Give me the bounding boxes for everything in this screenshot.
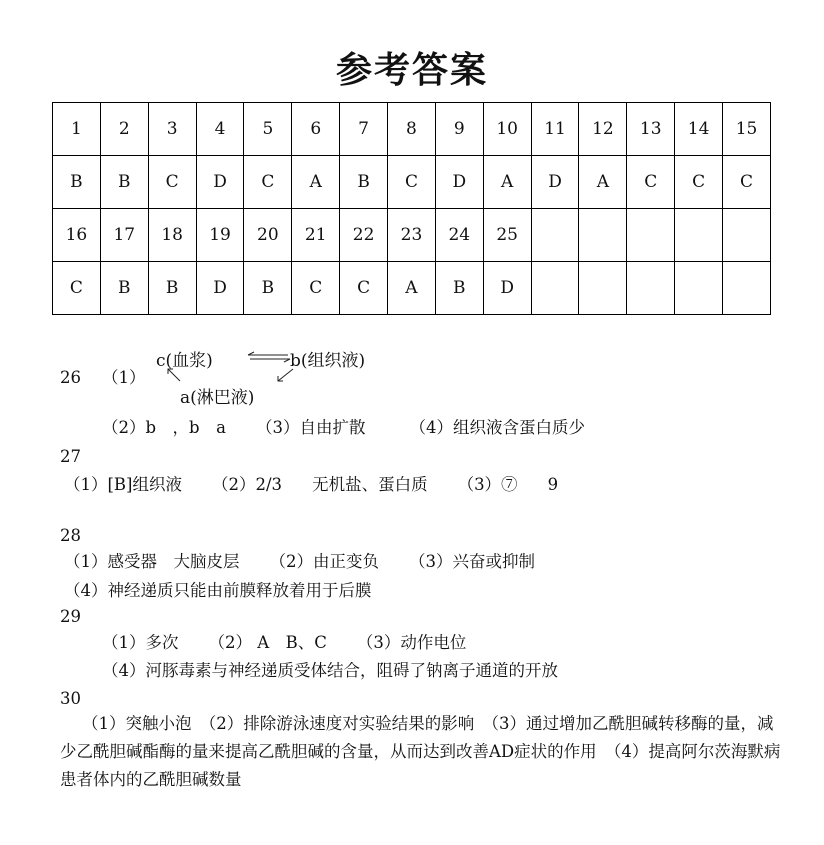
q27-part3: （3）⑦ <box>457 475 518 494</box>
q27-number: 27 <box>60 447 81 466</box>
q27-part2: （2）2/3 <box>212 475 283 494</box>
question-number-cell: 18 <box>148 209 196 262</box>
q26-part3: （3）自由扩散 <box>255 418 366 437</box>
answer-cell: C <box>723 156 771 209</box>
answer-cell: D <box>483 262 531 315</box>
diagram-label-a: a(淋巴液) <box>180 388 255 408</box>
answer-cell: C <box>675 156 723 209</box>
question-number-cell: 15 <box>723 103 771 156</box>
answer-cell: B <box>100 156 148 209</box>
question-number-cell: 4 <box>196 103 244 156</box>
question-number-cell: 25 <box>483 209 531 262</box>
question-number-cell: 19 <box>196 209 244 262</box>
q30-text: （1）突触小泡 （2）排除游泳速度对实验结果的影响 （3）通过增加乙酰胆碱转移酶的量，减少乙酰胆碱酯酶的量来提高乙酰胆碱的含量，从而达到改善AD症状的作用 （4）提高阿尔茨海默病患者体内的乙酰胆碱数量 <box>60 714 781 789</box>
diagram-label-c: c(血浆) <box>156 351 213 371</box>
answer-row <box>53 156 771 209</box>
answer-cell <box>675 262 723 315</box>
question-number-cell <box>579 209 627 262</box>
question-number-cell: 9 <box>435 103 483 156</box>
answer-cell: A <box>483 156 531 209</box>
question-number-cell: 16 <box>53 209 101 262</box>
question-number-cell: 2 <box>100 103 148 156</box>
question-number-cell: 17 <box>100 209 148 262</box>
q28-part3: （3）兴奋或抑制 <box>409 552 535 571</box>
q29-answers <box>102 632 466 654</box>
diagram-label-b: b(组织液) <box>290 351 366 371</box>
answer-cell <box>531 262 579 315</box>
question-number-cell: 23 <box>388 209 436 262</box>
q27-answers <box>64 474 558 496</box>
answer-table <box>52 102 771 315</box>
answer-cell: C <box>292 262 340 315</box>
question-number-row <box>53 103 771 156</box>
answer-cell: A <box>579 156 627 209</box>
answer-row <box>53 262 771 315</box>
q30-answer-paragraph <box>60 710 784 794</box>
answer-cell: B <box>100 262 148 315</box>
answer-cell: C <box>244 156 292 209</box>
q29-part3: （3）动作电位 <box>356 633 467 652</box>
question-number-cell: 12 <box>579 103 627 156</box>
q29-number: 29 <box>60 607 81 626</box>
q28-part1: （1）感受器 大脑皮层 <box>64 552 240 571</box>
question-number-cell: 24 <box>435 209 483 262</box>
answer-cell <box>723 262 771 315</box>
question-number-cell: 7 <box>340 103 388 156</box>
question-number-cell: 22 <box>340 209 388 262</box>
answer-cell: C <box>53 262 101 315</box>
question-number-cell: 13 <box>627 103 675 156</box>
body-fluid-diagram <box>150 343 400 413</box>
question-number-cell <box>723 209 771 262</box>
answer-cell: D <box>435 156 483 209</box>
question-number-cell: 21 <box>292 209 340 262</box>
q26-part1: （1） <box>102 368 146 387</box>
answer-cell: B <box>53 156 101 209</box>
question-number-cell: 5 <box>244 103 292 156</box>
answer-cell: B <box>244 262 292 315</box>
q29-part1: （1）多次 <box>102 633 179 652</box>
page-title: 参考答案 <box>335 50 488 91</box>
question-number-cell <box>627 209 675 262</box>
answer-cell: B <box>340 156 388 209</box>
q27-part2b: 无机盐、蛋白质 <box>312 475 428 494</box>
question-number-cell: 8 <box>388 103 436 156</box>
question-number-cell: 3 <box>148 103 196 156</box>
answer-cell: A <box>292 156 340 209</box>
q26-part4: （4）组织液含蛋白质少 <box>409 418 585 437</box>
answer-cell: C <box>148 156 196 209</box>
question-number-cell <box>675 209 723 262</box>
q27-part3b: 9 <box>547 475 559 494</box>
q27-part1: （1）[B]组织液 <box>64 475 182 494</box>
question-number-cell: 10 <box>483 103 531 156</box>
question-number-cell: 1 <box>53 103 101 156</box>
q28-answers <box>64 551 535 573</box>
q26-number: 26 <box>60 368 81 387</box>
question-number-cell: 14 <box>675 103 723 156</box>
q28-number: 28 <box>60 526 81 545</box>
q29-part2: （2） A B、C <box>208 633 327 652</box>
question-number-cell <box>531 209 579 262</box>
answer-cell <box>579 262 627 315</box>
answer-cell: D <box>531 156 579 209</box>
question-number-cell: 20 <box>244 209 292 262</box>
q26-answers <box>102 417 585 439</box>
answer-cell: D <box>196 156 244 209</box>
answer-cell: C <box>340 262 388 315</box>
answer-cell: A <box>388 262 436 315</box>
answer-cell: B <box>435 262 483 315</box>
answer-cell: D <box>196 262 244 315</box>
question-number-cell: 6 <box>292 103 340 156</box>
answer-cell <box>627 262 675 315</box>
question-number-cell: 11 <box>531 103 579 156</box>
answer-cell: C <box>627 156 675 209</box>
q30-number: 30 <box>60 689 81 708</box>
answer-cell: B <box>148 262 196 315</box>
q29-part4: （4）河豚毒素与神经递质受体结合，阻碍了钠离子通道的开放 <box>102 661 558 680</box>
question-number-row <box>53 209 771 262</box>
q26-part2: （2）b ，b a <box>102 418 226 437</box>
answer-cell: C <box>388 156 436 209</box>
q28-part4: （4）神经递质只能由前膜释放着用于后膜 <box>64 581 372 600</box>
q28-part2: （2）由正变负 <box>269 552 379 571</box>
